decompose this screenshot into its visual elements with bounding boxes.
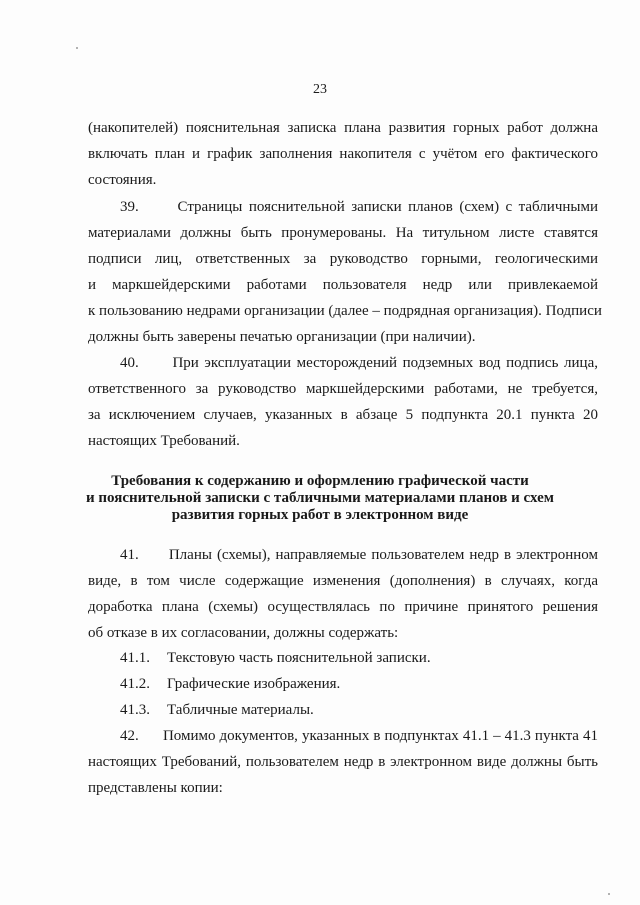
text-line: материалами должны быть пронумерованы. На титульном листе ставятся bbox=[88, 225, 598, 241]
section-heading-line: Требования к содержанию и оформлению графической части bbox=[111, 473, 529, 489]
text-line: (накопителей) пояснительная записка плана развития горных работ должна bbox=[88, 120, 598, 136]
text-line: доработка плана (схемы) осуществлялась по причине принятого решения bbox=[88, 599, 598, 615]
section-heading-line: развития горных работ в электронном виде bbox=[171, 507, 469, 523]
text-line: должны быть заверены печатью организации (при наличии). bbox=[88, 329, 476, 345]
text-line: включать план и график заполнения накопителя с учётом его фактического bbox=[88, 146, 598, 162]
paragraph-39-first-line: 39. Страницы пояснительной записки планов (схем) с табличными bbox=[120, 199, 598, 215]
text-line: ответственного за руководство маркшейдерскими работами, не требуется, bbox=[88, 381, 598, 397]
list-item-text: Табличные материалы. bbox=[167, 702, 314, 718]
text-line: представлены копии: bbox=[88, 780, 223, 796]
text-line: состояния. bbox=[88, 172, 157, 188]
list-item-text: Графические изображения. bbox=[167, 676, 341, 692]
text-line: настоящих Требований. bbox=[88, 433, 240, 449]
paragraph-42-first-line: 42. Помимо документов, указанных в подпунктах 41.1 – 41.3 пункта 41 bbox=[120, 728, 598, 744]
text-line: к пользованию недрами организации (далее – подрядная организация). Подписи bbox=[88, 303, 602, 319]
list-item-number: 41.1. bbox=[120, 650, 150, 666]
text-line: об отказе в их согласовании, должны содержать: bbox=[88, 625, 399, 641]
text-line: подписи лиц, ответственных за руководство горными, геологическими bbox=[88, 251, 598, 267]
paragraph-41-first-line: 41. Планы (схемы), направляемые пользователем недр в электронном bbox=[120, 547, 598, 563]
paragraph-40-first-line: 40. При эксплуатации месторождений подземных вод подпись лица, bbox=[120, 355, 598, 371]
text-line: за исключением случаев, указанных в абзаце 5 подпункта 20.1 пункта 20 bbox=[88, 407, 598, 423]
section-heading-line: и пояснительной записки с табличными материалами планов и схем bbox=[85, 490, 555, 506]
list-item-number: 41.3. bbox=[120, 702, 150, 718]
list-item-number: 41.2. bbox=[120, 676, 150, 692]
text-line: настоящих Требований, пользователем недр в электронном виде должны быть bbox=[88, 754, 598, 770]
text-line: виде, в том числе содержащие изменения (дополнения) в случаях, когда bbox=[88, 573, 598, 589]
text-line: и маркшейдерскими работами пользователя недр или привлекаемой bbox=[88, 277, 598, 293]
scan-speck bbox=[608, 893, 610, 895]
list-item-text: Текстовую часть пояснительной записки. bbox=[167, 650, 431, 666]
scan-speck bbox=[76, 47, 78, 49]
page-number: 23 bbox=[313, 82, 327, 97]
